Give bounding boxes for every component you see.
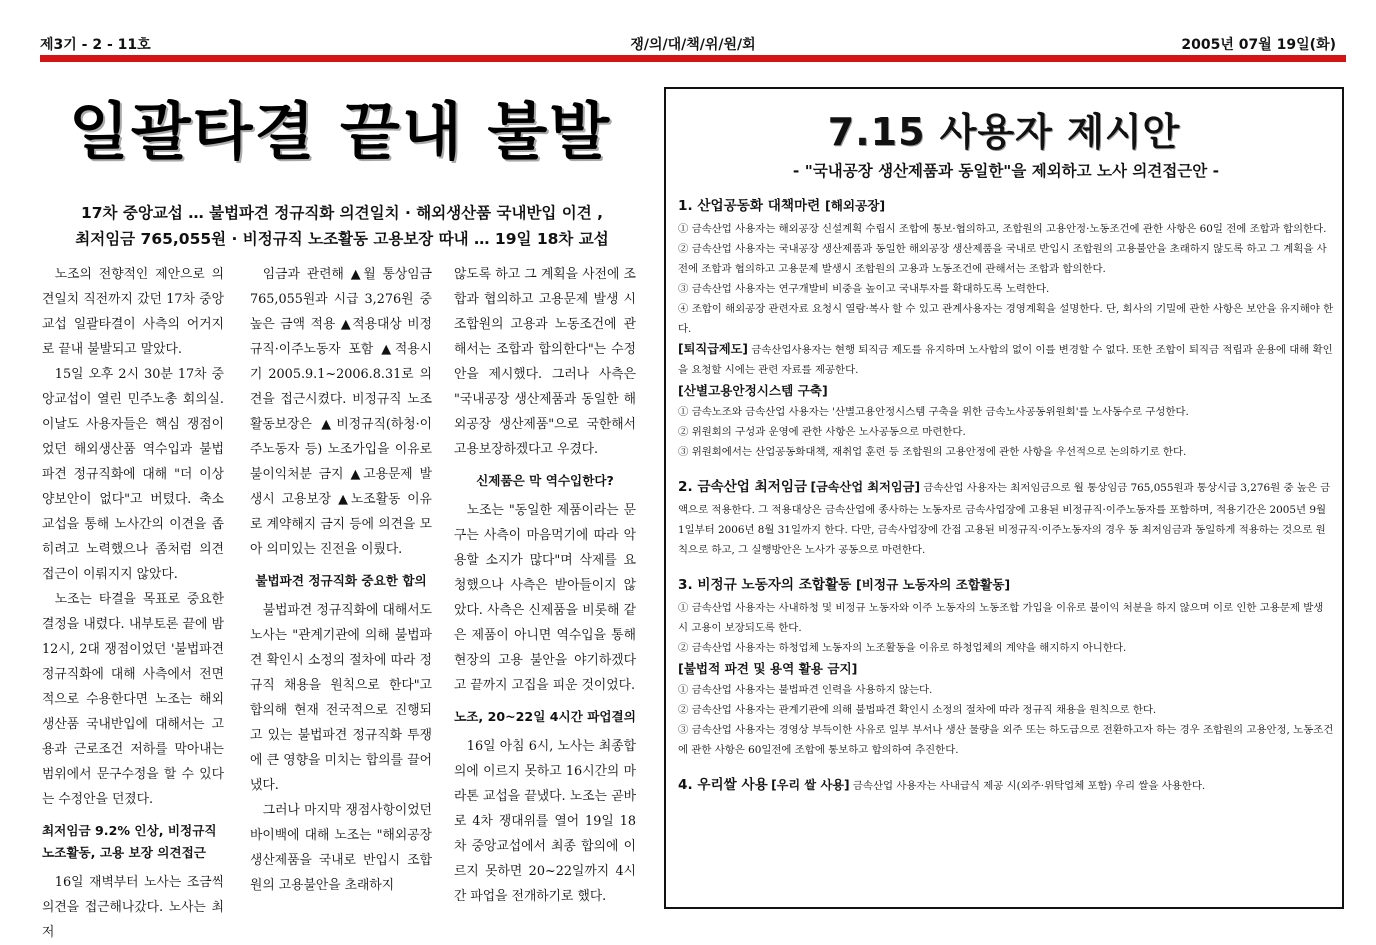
paragraph: 노조의 전향적인 제안으로 의견일치 직전까지 갔던 17차 중앙교섭 일괄타결이 사측의 어거지로 끝내 불발되고 말았다. <box>42 267 224 357</box>
headline: 일괄타결 끝내 불발 <box>68 95 612 168</box>
section-2-text: 금속산업 사용자는 최저임금으로 월 통상임금 765,055원과 통상시급 3,276원 중 높은 금액으로 적용한다. 그 적용대상은 금속산업에 종사하는 노동자로 금속사업장에 고용된 비정규직·이주노동자를 포함하며, 적용기간은 2005년 9월 1일부터 2006년 8월 31일까지 한다. 다만, 금속사업장에 간접 고용된 비정규직·이주노동자의 경우 동 최저임금과 동일하게 적용하는 것으로 원칙으로 하고, 그 실행방안은 노사가 공동으로 마련한다. <box>678 482 1331 556</box>
paragraph: 16일 아침 6시, 노사는 최종합의에 이르지 못하고 16시간의 마라톤 교섭을 끝냈다. 노조는 곧바로 4차 쟁대위를 열어 19일 18차 중앙교섭에서 최종 합의에 이르지 못하면 20~22일까지 4시간 파업을 전개하기로 했다. <box>454 739 636 904</box>
section-1-title <box>678 193 1334 219</box>
section-number-title: 1. 산업공동화 대책마련 <box>678 198 821 214</box>
organization-name: 쟁/의/대/책/위/원/회 <box>630 37 756 53</box>
subhead-line: 최저임금 765,055원 · 비정규직 노조활동 고용보장 따내 … 19일 18차 교섭 <box>75 230 609 248</box>
list-item: ② 금속산업 사용자는 하청업체 노동자의 노조활동을 이유로 하청업체의 계약을 해지하지 아니한다. <box>678 642 1127 654</box>
paragraph: 불법파견 정규직화에 대해서도 노사는 "관계기관에 의해 불법파견 확인시 소정의 절차에 따라 정규직 채용을 원칙으로 한다"고 합의해 현재 전국적으로 진행되고 있는 불법파견 정규직화 투쟁에 큰 영향을 미치는 합의를 끌어냈다. <box>250 603 432 793</box>
header-rule <box>40 55 1346 62</box>
proposal-box <box>664 87 1344 909</box>
section-heading: 신제품은 막 역수입한다? <box>476 473 614 488</box>
box-subtitle: - "국내공장 생산제품과 동일한"을 제외하고 노사 의견접근안 - <box>792 162 1220 180</box>
paragraph: 노조는 "동일한 제품이라는 문구는 사측이 마음먹기에 따라 악용할 소지가 많다"며 삭제를 요청했으나 사측은 받아들이지 않았다. 사측은 신제품을 비롯해 같은 제품이 아니면 역수입을 통해 현장의 고용 불안을 야기하겠다고 끝까지 고집을 피운 것이었다. <box>454 503 636 693</box>
list-item: ② 금속산업 사용자는 국내공장 생산제품과 동일한 해외공장 생산제품을 국내로 반입시 조합원의 고용불안을 초래하지 않도록 하고 그 계획을 사전에 조합과 협의하고 고용문제 발생시 조합원의 고용과 노동조건에 관해서는 조합과 합의한다. <box>678 243 1327 275</box>
article-column-3 <box>454 262 636 909</box>
list-item: ③ 금속산업 사용자는 경영상 부득이한 사유로 일부 부서나 생산 물량을 외주 또는 하도급으로 전환하고자 하는 경우 조합원의 고용안정, 노동조건에 관한 사항은 60일전에 조합에 통보하고 합의하여 추진한다. <box>678 724 1334 756</box>
section-4 <box>678 772 1334 798</box>
paragraph: 노조는 타결을 목표로 중요한 결정을 내렸다. 내부토론 끝에 밤 12시, 2대 쟁점이었던 '불법파견 정규직화에 대해 사측에서 전면적으로 수용한다면 노조는 해외생산품 국내반입에 대해서는 고용과 근로조건 저하를 막아내는 범위에서 문구수정을 할 수 있다는 수정안을 던졌다. <box>42 592 224 807</box>
subhead-line: 17차 중앙교섭 … 불법파견 정규직화 의견일치 · 해외생산품 국내반입 이견 , <box>80 204 604 222</box>
box-title: 7.15 사용자 제시안 <box>827 110 1181 154</box>
paragraph: 15일 오후 2시 30분 17차 중앙교섭이 열린 민주노총 회의실. 이날도 사용자들은 핵심 쟁점이었던 해외생산품 역수입과 불법파견 정규직화에 대해 "더 이상 양보안이 없다"고 버텼다. 축소교섭을 통해 노사간의 이견을 좁히려고 노력했으나 좀처럼 의견 접근이 이뤄지지 않았다. <box>42 367 224 582</box>
section-2 <box>678 474 1334 560</box>
section-4-title: 4. 우리쌀 사용 <box>678 777 768 793</box>
list-item: ③ 위원회에서는 산업공동화대책, 재취업 훈련 등 조합원의 고용안정에 관한 사항을 우선적으로 논의하기로 한다. <box>678 446 1187 458</box>
publication-date: 2005년 07월 19일(화) <box>1181 37 1336 53</box>
retirement-text: 금속산업사용자는 현행 퇴직금 제도를 유지하며 노사합의 없이 이를 변경할 수 없다. 또한 조합이 퇴직금 적립과 운용에 대해 확인을 요청할 시에는 관련 자료를 제공한다. <box>678 344 1333 376</box>
paragraph: 않도록 하고 그 계획을 사전에 조합과 협의하고 고용문제 발생 시 조합원의 고용과 노동조건에 관해서는 조합과 합의한다"는 수정안을 제시했다. 그러나 사측은 "국내공장 생산제품과 동일한 해외공장 생산제품"으로 국한해서 고용보장하겠다고 우겼다. <box>454 267 636 457</box>
ban-tag: [불법적 파견 및 용역 활용 금지] <box>678 661 858 676</box>
list-item: ① 금속산업 사용자는 사내하청 및 비정규 노동자와 이주 노동자의 노동조합 가입을 이유로 불이익 처분을 하지 않으며 이로 인한 고용문제 발생 시 고용이 보장되도록 한다. <box>678 602 1324 634</box>
article-column-1 <box>42 262 224 945</box>
paragraph: 16일 재벽부터 노사는 조금씩 의견을 접근해나갔다. 노사는 최저 <box>42 875 224 940</box>
page-header <box>40 34 1346 56</box>
retirement-paragraph <box>678 339 1334 380</box>
list-item: ① 금속산업 사용자는 해외공장 신설계획 수립시 조합에 통보·협의하고, 조합원의 고용안정·노동조건에 관한 사항은 60일 전에 조합과 합의한다. <box>678 223 1327 235</box>
section-tag: [비정규 노동자의 조합활동] <box>856 577 1011 592</box>
section-3-title <box>678 572 1334 598</box>
section-heading: 불법파견 정규직화 중요한 합의 <box>255 573 427 588</box>
section-number-title: 3. 비정규 노동자의 조합활동 <box>678 577 852 593</box>
paragraph: 임금과 관련해 ▲월 통상임금 765,055원과 시급 3,276원 중 높은 금액 적용 ▲적용대상 비정규직·이주노동자 포함 ▲적용시기 2005.9.1~2006.8.31로 의견을 접근시켰다. 비정규직 노조활동보장은 ▲비정규직(하청·이주노동자 등) 노조가입을 이유로 불이익처분 금지 ▲고용문제 발생시 고용보장 ▲노조활동 이유로 계약해지 금지 등에 의견을 모아 의미있는 진전을 이뤘다. <box>250 267 432 557</box>
list-item: ① 금속노조와 금속산업 사용자는 '산별고용안정시스템 구축을 위한 금속노사공동위원회'를 노사동수로 구성한다. <box>678 406 1189 418</box>
list-item: ④ 조합이 해외공장 관련자료 요청시 열람·복사 할 수 있고 관계사용자는 경영계획을 설명한다. 단, 회사의 기밀에 관한 사항은 보안을 유지해야 한다. <box>678 303 1334 335</box>
list-item: ① 금속산업 사용자는 불법파견 인력을 사용하지 않는다. <box>678 684 933 696</box>
section-2-title: 2. 금속산업 최저임금 <box>678 479 808 495</box>
employment-tag: [산별고용안정시스템 구축] <box>678 383 828 398</box>
list-item: ③ 금속산업 사용자는 연구개발비 비중을 높이고 국내투자를 확대하도록 노력한다. <box>678 283 1050 295</box>
section-tag: [우리 쌀 사용] <box>771 778 850 792</box>
list-item: ② 금속산업 사용자는 관계기관에 의해 불법파견 확인시 소정의 절차에 따라 정규직 채용을 원칙으로 한다. <box>678 704 1157 716</box>
section-heading: 최저임금 9.2% 인상, 비정규직 노조활동, 고용 보장 의견접근 <box>42 823 217 860</box>
paragraph: 그러나 마지막 쟁점사항이었던 바이백에 대해 노조는 "해외공장 생산제품을 국내로 반입시 조합원의 고용불안을 초래하지 <box>250 803 432 893</box>
retirement-tag: [퇴직급제도] <box>678 342 749 356</box>
issue-number: 제3기 - 2 - 11호 <box>40 37 151 53</box>
subheadline <box>44 200 640 252</box>
section-tag: [금속산업 최저임금] <box>810 480 921 494</box>
list-item: ② 위원회의 구성과 운영에 관한 사항은 노사공동으로 마련한다. <box>678 426 966 438</box>
section-4-text: 금속산업 사용자는 사내급식 제공 시(외주·위탁업체 포함) 우리 쌀을 사용한다. <box>852 780 1206 792</box>
section-heading: 노조, 20~22일 4시간 파업결의 <box>454 709 636 724</box>
article-column-2 <box>250 262 432 898</box>
box-body <box>678 193 1334 798</box>
section-tag: [해외공장] <box>825 198 886 213</box>
